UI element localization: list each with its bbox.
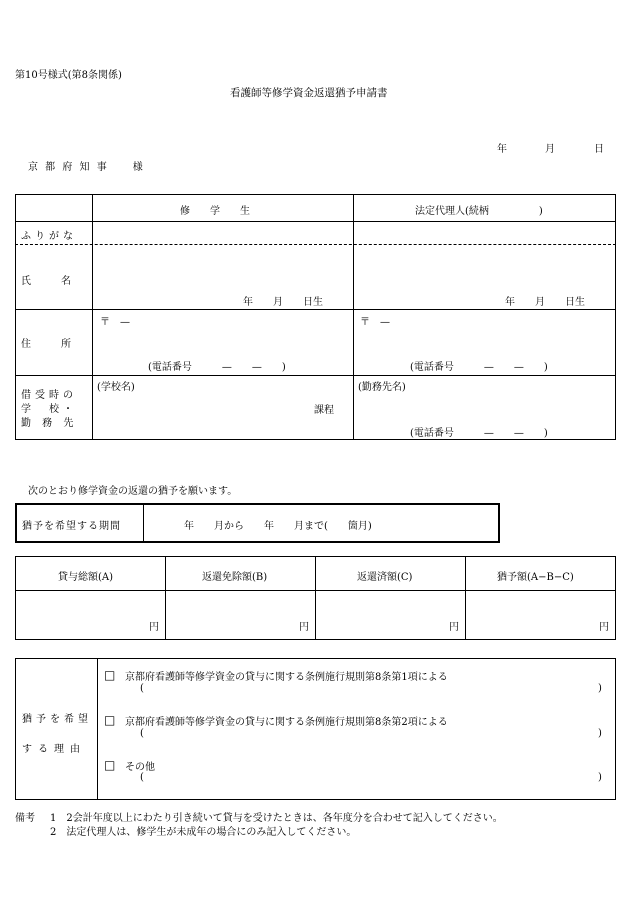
reason-checkbox-1[interactable]: □: [104, 668, 116, 682]
work-name-label: (勤務先名): [358, 382, 406, 393]
reason-option-1-paren-close: ): [598, 683, 602, 694]
reason-option-3: その他: [125, 762, 155, 773]
address-label: 住 所: [21, 339, 71, 350]
school-name-label: (学校名): [97, 382, 135, 393]
repaid-amount-unit: 円: [449, 622, 459, 633]
page-title: 看護師等修学資金返還猶予申請書: [230, 87, 388, 99]
reason-option-2-paren-close: ): [598, 728, 602, 739]
note-item-2: 2 法定代理人は、修学生が未成年の場合にのみ記入してください。: [50, 827, 357, 838]
course-label: 課程: [314, 405, 334, 416]
student-birthdate-label: 年 月 日生: [243, 297, 323, 308]
guardian-birthdate-label: 年 月 日生: [505, 297, 585, 308]
school-work-label-line1: 借受時の: [21, 390, 77, 401]
work-phone-label: (電話番号 — — ): [410, 428, 548, 439]
date-day-label: 日: [594, 144, 604, 155]
note-item-1: 1 2会計年度以上にわたり引き続いて貸与を受けたときは、各年度分を合わせて記入してください。: [50, 813, 503, 824]
addressee: 京 都 府 知 事 様: [28, 162, 145, 173]
deferral-amount-unit: 円: [599, 622, 609, 633]
reason-option-3-paren-close: ): [598, 772, 602, 783]
exempt-amount-unit: 円: [299, 622, 309, 633]
notes-label: 備考: [15, 813, 35, 824]
total-loan-header: 貸与総額(A): [58, 572, 114, 583]
school-work-label-line2: 学 校・: [21, 404, 77, 415]
reason-option-1-paren-open: (: [140, 683, 144, 694]
reason-checkbox-3[interactable]: □: [104, 758, 116, 772]
reason-option-1: 京都府看護師等修学資金の貸与に関する条例施行規則第8条第1項による: [125, 672, 448, 683]
reason-option-2: 京都府看護師等修学資金の貸与に関する条例施行規則第8条第2項による: [125, 717, 448, 728]
school-work-label-line3: 勤 務 先: [21, 418, 78, 429]
request-statement: 次のとおり修学資金の返還の猶予を願います。: [28, 486, 238, 497]
repaid-amount-header: 返還済額(C): [357, 572, 413, 583]
reason-checkbox-2[interactable]: □: [104, 713, 116, 727]
column-header-guardian: 法定代理人(続柄 ): [415, 206, 543, 217]
reason-label-line1: 猶予を希望: [22, 714, 92, 725]
reason-label-line2: する理由: [22, 744, 86, 755]
form-number: 第10号様式(第8条関係): [15, 70, 122, 81]
total-loan-unit: 円: [149, 622, 159, 633]
reason-option-2-paren-open: (: [140, 728, 144, 739]
name-label: 氏 名: [21, 276, 71, 287]
deferral-period-label: 猶予を希望する期間: [22, 521, 121, 532]
student-phone-label: (電話番号 — — ): [148, 362, 286, 373]
student-postal-mark: 〒 —: [100, 317, 130, 328]
guardian-postal-mark: 〒 —: [360, 317, 390, 328]
date-year-label: 年: [497, 144, 507, 155]
deferral-amount-header: 猶予額(A−B−C): [497, 572, 574, 583]
reason-option-3-paren-open: (: [140, 772, 144, 783]
deferral-period-value: 年 月から 年 月まで( 箇月): [184, 521, 372, 532]
date-month-label: 月: [545, 144, 555, 155]
guardian-phone-label: (電話番号 — — ): [410, 362, 548, 373]
column-header-student: 修 学 生: [180, 206, 250, 217]
furigana-label: ふりがな: [21, 231, 77, 242]
exempt-amount-header: 返還免除額(B): [202, 572, 268, 583]
